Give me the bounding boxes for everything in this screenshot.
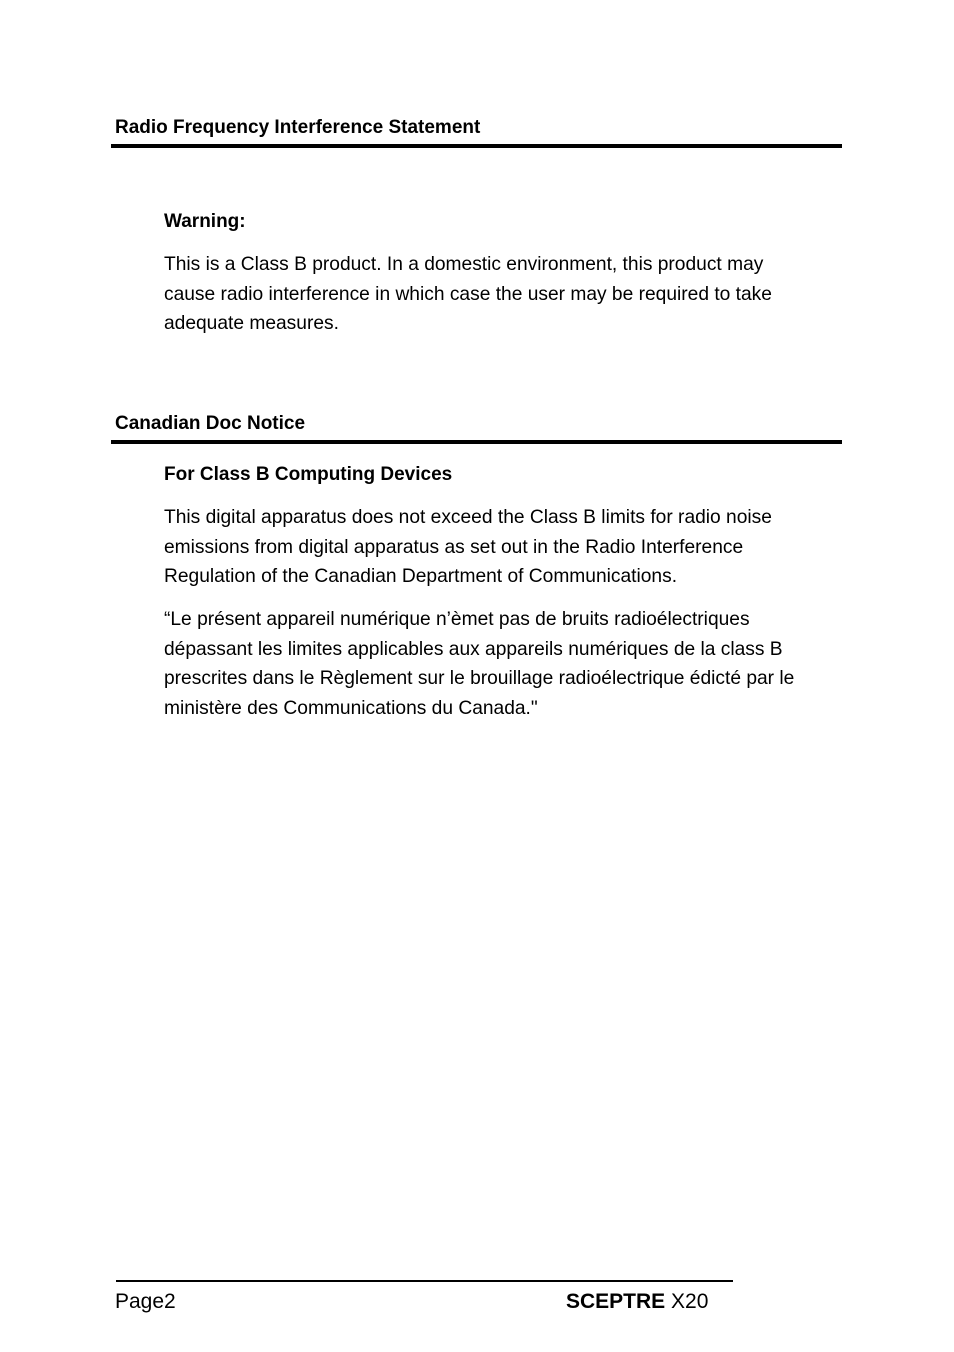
warning-line: adequate measures.: [164, 313, 339, 334]
footer-product: [566, 1289, 708, 1315]
class-b-devices-heading: For Class B Computing Devices: [164, 464, 453, 485]
footer-rule: [116, 1280, 733, 1282]
french-notice-line: prescrites dans le Règlement sur le brouillage radioélectrique édicté par le: [164, 668, 795, 689]
french-notice-line: ministère des Communications du Canada.": [164, 697, 538, 719]
canadian-section-rule: [111, 440, 842, 444]
warning-heading: Warning:: [164, 211, 246, 232]
french-notice-line: “Le présent appareil numérique n’èmet pas de bruits radioélectriques: [164, 609, 750, 630]
model-name: X20: [671, 1290, 709, 1313]
canadian-section-title: Canadian Doc Notice: [115, 413, 306, 434]
warning-line: cause radio interference in which case the user may be required to take: [164, 283, 772, 305]
brand-name: SCEPTRE: [566, 1290, 666, 1313]
french-notice-paragraph: [164, 605, 854, 723]
rfi-section-rule: [111, 144, 842, 148]
warning-line: This is a Class B product. In a domestic environment, this product may: [164, 254, 764, 275]
english-notice-line: emissions from digital apparatus as set out in the Radio Interference: [164, 536, 744, 558]
english-notice-line: Regulation of the Canadian Department of Communications.: [164, 566, 678, 587]
english-notice-paragraph: [164, 503, 854, 592]
french-notice-line: dépassant les limites applicables aux appareils numériques de la class B: [164, 638, 783, 660]
english-notice-line: This digital apparatus does not exceed the Class B limits for radio noise: [164, 507, 772, 528]
rfi-section-title: Radio Frequency Interference Statement: [115, 117, 481, 138]
page-number: Page2: [115, 1290, 176, 1313]
warning-paragraph: [164, 250, 854, 339]
